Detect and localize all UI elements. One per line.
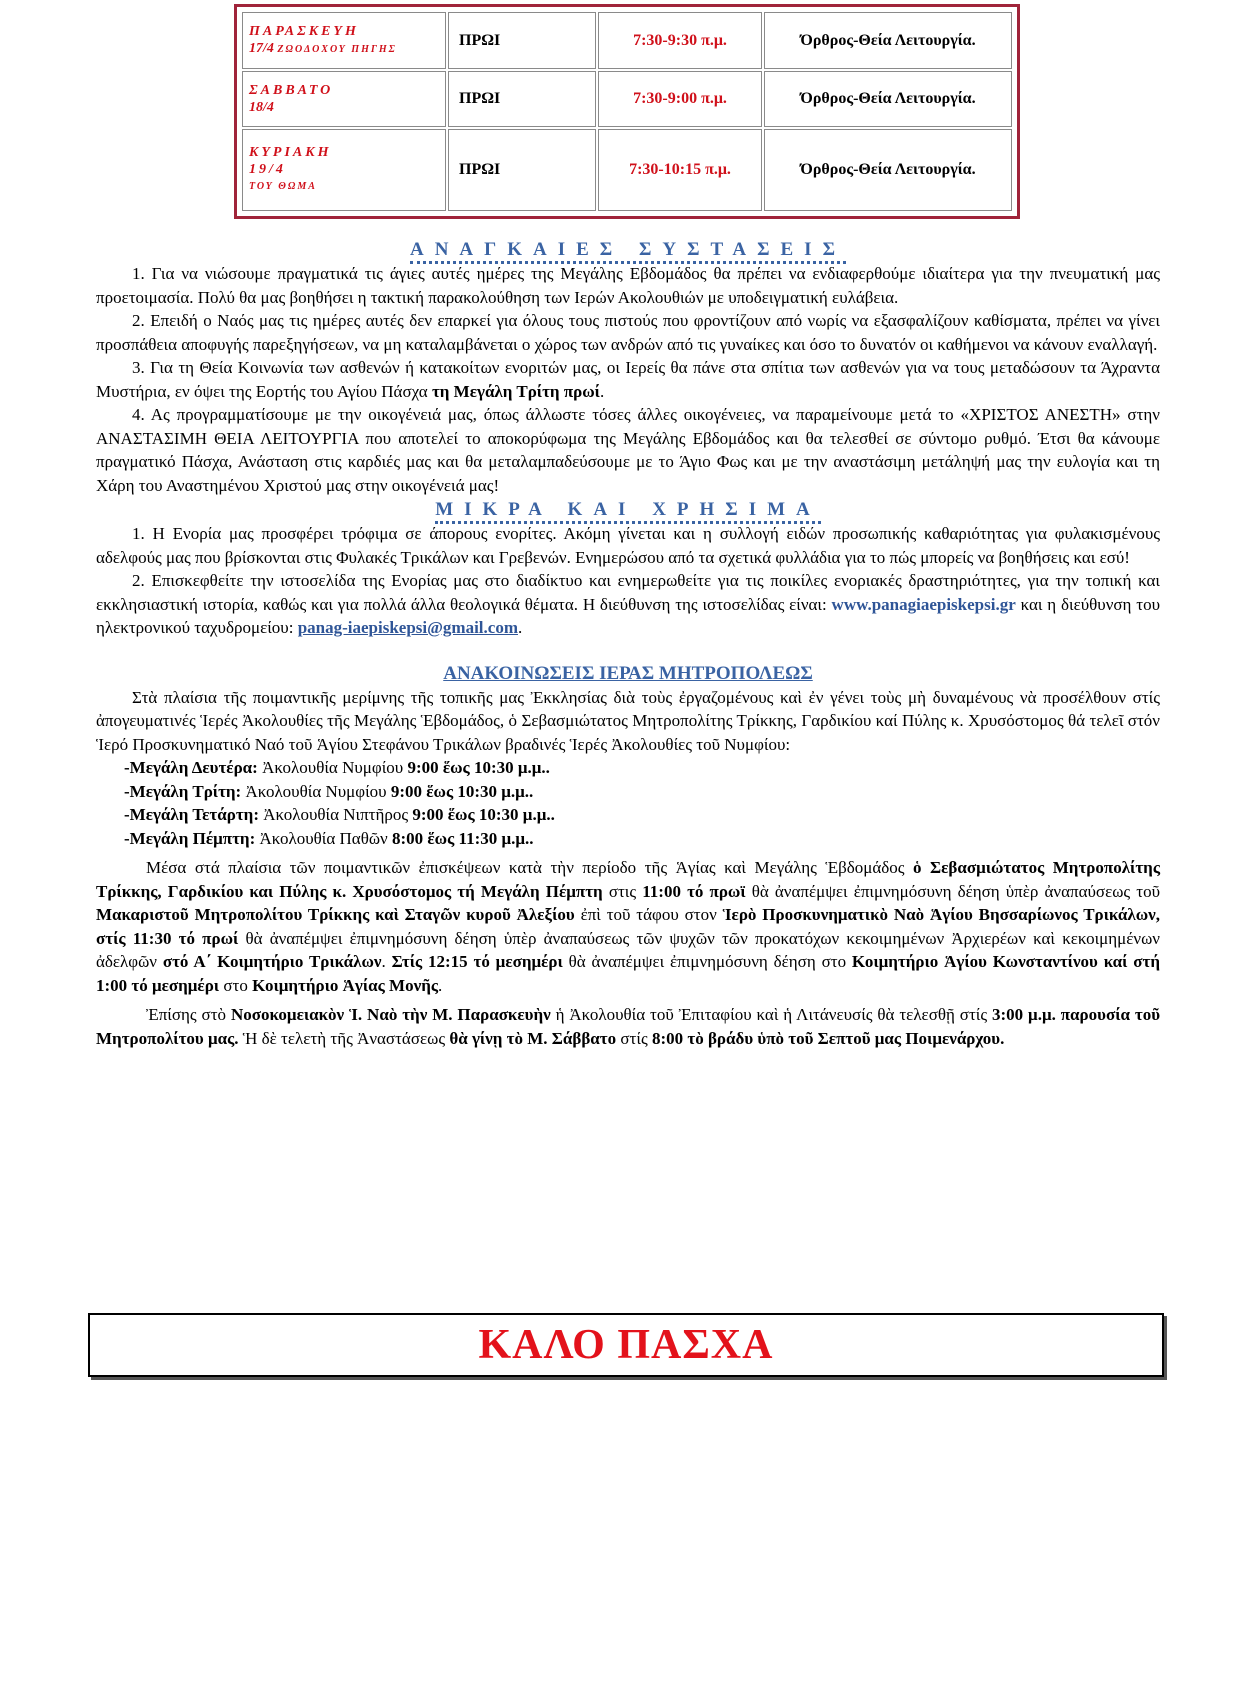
- email-link[interactable]: panag-iaepiskepsi@gmail.com: [297, 618, 518, 637]
- table-row: [242, 129, 1012, 211]
- time-cell: 7:30-9:00 π.μ.: [598, 71, 762, 127]
- text-run: Νοσοκομειακὸν Ἱ. Ναὸ τὴν Μ. Παρασκευὴν: [230, 1005, 551, 1024]
- service-cell: Όρθρος-Θεία Λειτουργία.: [764, 71, 1012, 127]
- list-item: -Μεγάλη Πέμπτη: Ἀκολουθία Παθῶν 8:00 ἕως 11:30 μ.μ..: [124, 828, 534, 848]
- text-run: Κοιμητήριο Ἁγίας Μονῆς: [252, 975, 439, 995]
- paragraph: 3. Για τη Θεία Κοινωνία των ασθενών ή κατακοίτων ενοριτών μας, οι Ιερείς θα πάνε στα σπίτια των ασθενών για να τους μεταδώσουν τα Άχραντα Μυστήρια, εν όψει της Εορτής του Αγίου Πάσχα τη Μεγάλη Τρίτη πρωί.: [96, 358, 1160, 401]
- text-run: θὰ ἀναπέμψει ἐπιμνημόσυνη δέηση ὑπὲρ ἀναπαύσεως τοῦ: [745, 881, 1160, 901]
- text-run: ἡ Ἀκολουθία τοῦ Ἐπιταφίου καὶ ἡ Λιτάνευσίς θὰ τελεσθῇ στίς: [550, 1005, 992, 1024]
- day-date: 17/4: [249, 41, 274, 57]
- text-run: στο: [219, 975, 253, 995]
- text-run: 8:00 τὸ βράδυ ὑπὸ τοῦ Σεπτοῦ μας Ποιμενάρχου.: [651, 1028, 1005, 1048]
- section-title-useful: ΜΙΚΡΑ ΚΑΙ ΧΡΗΣΙΜΑ: [96, 498, 1160, 522]
- website-link[interactable]: www.panagiaepiskepsi.gr: [831, 594, 1016, 614]
- text-run: Μέσα στά πλαίσια τῶν ποιμαντικῶν ἐπισκέψεων κατὰ τὴν περίοδο τῆς Ἁγίας καὶ Μεγάλης Ἑβδομάδος: [146, 858, 914, 877]
- table-row: [242, 12, 1012, 69]
- day-date: 19/4: [249, 162, 286, 178]
- paragraph: [96, 1003, 1160, 1050]
- day-note: ΤΟΥ ΘΩΜΑ: [249, 181, 317, 193]
- day-note: ΖΩΟΔΟΧΟΥ ΠΗΓΗΣ: [277, 44, 397, 56]
- time-cell: 7:30-9:30 π.μ.: [598, 12, 762, 69]
- text-run: Ἡ δὲ τελετὴ τῆς Ἀναστάσεως: [238, 1028, 450, 1048]
- text-run: 3:00 μ.μ. παρουσία τοῦ Μητροπολίτου μας.: [96, 1005, 1161, 1048]
- paragraph: [96, 856, 1160, 997]
- period-cell: ΠΡΩΙ: [448, 12, 596, 69]
- text-run: θὰ ἀναπέμψει ἐπιμνημόσυνη δέηση ὑπὲρ ἀναπαύσεως τῶν ψυχῶν τῶν προκατόχων κεκοιμημένων Ἀρχιερέων καὶ κεκοιμημένων ἀδελφῶν: [96, 928, 1160, 971]
- text-run: ὁ Σεβασμιώτατος Μητροπολίτης Τρίκκης, Γαρδικίου και Πύλης κ. Χρυσόστομος τή Μεγάλη Πέμπτη: [96, 858, 1160, 901]
- text-run: θὰ ἀναπέμψει ἐπιμνημόσυνη δέηση στο: [562, 952, 852, 971]
- text-run: Στίς 12:15 τό μεσημέρι: [391, 952, 563, 971]
- text-run: Ἱερὸ Προσκυνηματικὸ Ναὸ Ἁγίου Βησσαρίωνος Τρικάλων, στίς 11:30 τό πρωί: [96, 905, 1160, 948]
- section-title-recommendations: ΑΝΑΓΚΑΙΕΣ ΣΥΣΤΑΣΕΙΣ: [96, 238, 1160, 262]
- day-name: ΣΑΒΒΑΤΟ: [249, 83, 334, 99]
- service-cell: Όρθρος-Θεία Λειτουργία.: [764, 12, 1012, 69]
- day-cell: [242, 71, 446, 127]
- day-date: 18/4: [249, 100, 274, 116]
- paragraph: Στὰ πλαίσια τῆς ποιμαντικῆς μερίμνης τῆς τοπικῆς μας Ἐκκλησίας διὰ τοὺς ἐργαζομένους καὶ ἐν γένει τοὺς μὴ δυναμένους νὰ προσέλθουν στίς ἀπογευματινές Ἱερές Ἀκολουθίες τῆς Μεγάλης Ἑβδομάδος, ὁ Σεβασμιώτατος Μητροπολίτης Τρίκκης, Γαρδικίου καί Πύλης κ. Χρυσόστομος θά τελεῖ στόν Ἱερό Προσκυνηματικό Ναό τοῦ Ἁγίου Στεφάνου Τρικάλων βραδινές Ἱερές Ἀκολουθίες τοῦ Νυμφίου:: [96, 687, 1160, 754]
- paragraph: 4. Ας προγραμματίσουμε με την οικογένειά μας, όπως άλλωστε τόσες άλλες οικογένειες, να παραμείνουμε μετά το «ΧΡΙΣΤΟΣ ΑΝΕΣΤΗ» στην ΑΝΑΣΤΑΣΙΜΗ ΘΕΙΑ ΛΕΙΤΟΥΡΓΙΑ που αποτελεί το αποκορύφωμα της Μεγάλης Εβδομάδος και θα τελεσθεί σε σύντομο ρυθμό. Έτσι θα κάνουμε πραγματικό Πάσχα, Ανάσταση στις καρδιές μας και θα μεταλαμπαδεύσουμε με το Άγιο Φως και με την αναστάσιμη μετάληψή μας την ευλογία και τη Χάρη του Αναστημένου Χριστού μας στην οικογένειά μας!: [96, 405, 1160, 495]
- text-run: Ἐπίσης στὸ: [146, 1005, 231, 1024]
- paragraph: 1. Η Ενορία μας προσφέρει τρόφιμα σε άπορους ενορίτες. Ακόμη γίνεται και η συλλογή ειδών προσωπικής καθαριότητας για φυλακισμένους αδελφούς μας που βρίσκονται στις Φυλακές Τρικάλων και Γρεβενών. Ενημερώσου από τα σχετικά φυλλάδια για το πώς μπορείς να βοηθήσεις και εσύ!: [96, 524, 1160, 567]
- day-name: ΠΑΡΑΣΚΕΥΗ: [249, 24, 359, 40]
- banner-text: ΚΑΛΟ ΠΑΣΧΑ: [478, 1322, 774, 1368]
- schedule-table: [234, 4, 1020, 219]
- service-cell: Όρθρος-Θεία Λειτουργία.: [764, 129, 1012, 211]
- text-run: στις: [602, 881, 643, 901]
- list-item: -Μεγάλη Τετάρτη: Ἀκολουθία Νιπτῆρος 9:00 ἕως 10:30 μ.μ..: [124, 805, 555, 824]
- text-run: .: [381, 952, 392, 971]
- time-cell: 7:30-10:15 π.μ.: [598, 129, 762, 211]
- paragraph: 2. Επισκεφθείτε την ιστοσελίδα της Ενορίας μας στο διαδίκτυο και ενημερωθείτε για τις ποικίλες ενοριακές δραστηριότητες, για την τοπική και εκκλησιαστική ιστορία, καθώς και για πολλά άλλα θεολογικά θέματα. Η διεύθυνση της ιστοσελίδας είναι: www.panagiaepiskepsi.gr και η διεύθυνση του ηλεκτρονικού ταχυδρομείου: panag-iaepiskepsi@gmail.com.: [96, 571, 1160, 637]
- paragraph: 2. Επειδή ο Ναός μας τις ημέρες αυτές δεν επαρκεί για όλους τους πιστούς που φροντίζουν από νωρίς να εξασφαλίζουν καθίσματα, πρέπει να γίνει προσπάθεια αποφυγής παρεξηγήσεων, να μη καταλαμβάνεται ο χώρος των ανδρών από τις γυναίκες και όσο το δυνατόν οι καθήμενοι να κάνουν εναλλαγή.: [96, 311, 1160, 354]
- day-cell: [242, 12, 446, 69]
- document-body: [96, 238, 1160, 1050]
- list-item: -Μεγάλη Δευτέρα: Ἀκολουθία Νυμφίου 9:00 ἕως 10:30 μ.μ..: [124, 758, 550, 777]
- text-run: θὰ γίνῃ τὸ Μ. Σάββατο: [449, 1028, 617, 1048]
- text-run: στίς: [616, 1028, 652, 1048]
- text-run: .: [438, 975, 443, 995]
- easter-banner: [88, 1313, 1164, 1377]
- text-run: Κοιμητήριο Ἁγίου Κωνσταντίνου καί στή 1:00 τό μεσημέρι: [96, 952, 1160, 995]
- text-run: 11:00 τό πρωϊ: [642, 881, 746, 901]
- section-title-metropolis: ΑΝΑΚΟΙΝΩΣΕΙΣ ΙΕΡΑΣ ΜΗΤΡΟΠΟΛΕΩΣ: [443, 662, 813, 684]
- period-cell: ΠΡΩΙ: [448, 71, 596, 127]
- list-item: -Μεγάλη Τρίτη: Ἀκολουθία Νυμφίου 9:00 ἕως 10:30 μ.μ..: [124, 781, 534, 801]
- paragraph: 1. Για να νιώσουμε πραγματικά τις άγιες αυτές ημέρες της Μεγάλης Εβδομάδος θα πρέπει να ενδιαφερθούμε ιδιαίτερα για την πνευματική μας προετοιμασία. Πολύ θα μας βοηθήσει η τακτική παρακολούθηση των Ιερών Ακολουθιών με υποδειγματική ευλάβεια.: [96, 264, 1160, 307]
- text-run: Μακαριστοῦ Μητροπολίτου Τρίκκης καὶ Σταγῶν κυροῦ Ἀλεξίου: [96, 905, 575, 924]
- services-list: [96, 756, 1160, 850]
- text-run: στό Α΄ Κοιμητήριο Τρικάλων: [162, 952, 382, 971]
- day-name: ΚΥΡΙΑΚΗ: [249, 145, 332, 161]
- day-cell: [242, 129, 446, 211]
- table-row: [242, 71, 1012, 127]
- period-cell: ΠΡΩΙ: [448, 129, 596, 211]
- text-run: ἐπὶ τοῦ τάφου στον: [574, 905, 723, 924]
